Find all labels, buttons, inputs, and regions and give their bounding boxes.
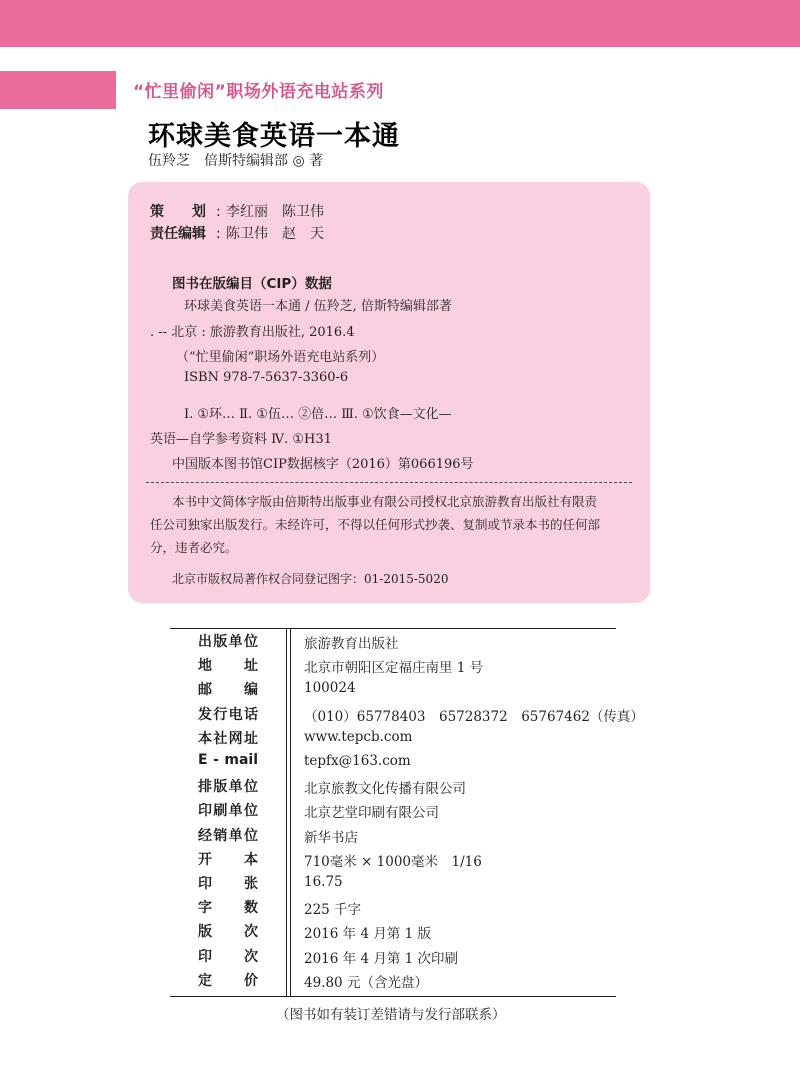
detail-label-char: 经	[198, 828, 212, 844]
planner-value: 李红丽 陈卫伟	[226, 204, 324, 220]
cip-info-box	[128, 182, 650, 603]
detail-label-char: 版	[213, 634, 228, 650]
editor-value: 陈卫伟 赵 天	[226, 226, 324, 242]
copyright-notice-line-2: 任公司独家出版发行。未经许可，不得以任何形式抄袭、复制或节录本书的任何部	[150, 517, 601, 532]
detail-label	[198, 655, 258, 675]
authors-line: 伍羚芝 倍斯特编辑部 ◎ 著	[148, 153, 324, 169]
cip-line-classification: Ⅰ. ①环… Ⅱ. ①伍… ②倍… Ⅲ. ①饮食—文化—	[184, 407, 452, 422]
detail-label	[198, 897, 258, 917]
detail-label-char: 话	[243, 707, 258, 723]
detail-label-char: 网	[228, 731, 243, 747]
detail-label	[198, 704, 258, 724]
detail-label	[198, 849, 258, 869]
detail-label-char: 价	[244, 973, 258, 989]
detail-value: 710毫米 × 1000毫米 1/16	[304, 854, 482, 870]
detail-label-char: 邮	[198, 682, 212, 698]
detail-label-char: mail	[224, 752, 258, 768]
copyright-registration: 北京市版权局著作权合同登记图字：01-2015-5020	[172, 572, 449, 586]
detail-label-char: 单	[228, 779, 243, 795]
detail-label-char: -	[213, 752, 219, 768]
planner-label: 策 划	[150, 204, 206, 220]
detail-label-char: 张	[244, 876, 258, 892]
detail-label-char: E	[198, 752, 208, 768]
detail-label-char: 印	[198, 876, 212, 892]
planner-colon: :	[216, 204, 221, 220]
detail-label-char: 印	[198, 949, 212, 965]
detail-value: 2016 年 4 月第 1 次印刷	[304, 951, 458, 967]
detail-value: 49.80 元（含光盘）	[304, 975, 428, 991]
detail-label-char: 位	[243, 634, 258, 650]
series-tab-decoration	[0, 71, 116, 109]
copyright-notice-line-1: 本书中文简体字版由倍斯特出版事业有限公司授权北京旅游教育出版社有限责	[172, 494, 598, 509]
detail-label-char: 位	[243, 803, 258, 819]
detail-label	[198, 946, 258, 966]
detail-label-char: 单	[228, 828, 243, 844]
cip-line-publisher: . -- 北京 : 旅游教育出版社, 2016.4	[150, 325, 355, 340]
detail-label	[198, 825, 258, 845]
editor-label: 责任编辑	[150, 226, 206, 242]
detail-label-char: 地	[198, 658, 212, 674]
detail-label-char: 电	[228, 707, 243, 723]
detail-label-char: 版	[213, 779, 228, 795]
detail-label-char: 行	[213, 707, 228, 723]
detail-value: 16.75	[304, 874, 343, 890]
detail-label-char: 版	[198, 924, 212, 940]
detail-label-char: 址	[244, 658, 258, 674]
detail-label-char: 开	[198, 852, 212, 868]
detail-label-char: 编	[244, 682, 258, 698]
detail-value: tepfx@163.com	[304, 753, 411, 769]
detail-label	[198, 679, 258, 699]
detail-label	[198, 970, 258, 990]
detail-value: 新华书店	[304, 830, 358, 846]
detail-label-char: 位	[243, 828, 258, 844]
table-divider-left	[286, 628, 287, 996]
detail-label-char: 社	[213, 731, 228, 747]
detail-value: （010）65778403 65728372 65767462（传真）	[304, 709, 644, 725]
detail-label-char: 次	[244, 949, 258, 965]
cip-line-series: （“忙里偷闲”职场外语充电站系列）	[176, 350, 385, 365]
detail-label-char: 印	[198, 803, 212, 819]
detail-label	[198, 921, 258, 941]
detail-label-char: 出	[198, 634, 212, 650]
cip-heading: 图书在版编目（CIP）数据	[172, 276, 332, 292]
footnote: （图书如有装订差错请与发行部联系）	[276, 1007, 506, 1023]
detail-value: www.tepcb.com	[304, 729, 413, 745]
detail-label-char: 字	[198, 900, 212, 916]
copyright-notice-line-3: 分，违者必究。	[150, 540, 238, 555]
series-name: “忙里偷闲”职场外语充电站系列	[133, 82, 384, 102]
top-banner	[0, 0, 800, 47]
detail-label-char: 数	[244, 900, 258, 916]
cip-line-title: 环球美食英语一本通 / 伍羚芝, 倍斯特编辑部著	[184, 299, 452, 314]
book-title: 环球美食英语一本通	[148, 121, 400, 152]
detail-value: 100024	[304, 680, 356, 696]
cip-line-record-number: 中国版本图书馆CIP数据核字（2016）第066196号	[172, 457, 474, 472]
detail-label-char: 单	[228, 634, 243, 650]
detail-value: 北京旅教文化传播有限公司	[304, 781, 466, 797]
detail-label-char: 发	[198, 707, 212, 723]
detail-label	[198, 776, 258, 796]
table-top-rule	[170, 628, 616, 629]
detail-label-char: 刷	[213, 803, 228, 819]
detail-label-char: 定	[198, 973, 212, 989]
cip-line-subject: 英语—自学参考资料 Ⅳ. ①H31	[150, 432, 332, 447]
editor-colon: :	[216, 226, 221, 242]
cip-line-isbn: ISBN 978-7-5637-3360-6	[184, 370, 349, 385]
detail-label	[198, 873, 258, 893]
detail-label-char: 址	[243, 731, 258, 747]
detail-label	[198, 728, 258, 748]
detail-label-char: 次	[244, 924, 258, 940]
detail-label	[198, 752, 258, 768]
detail-label-char: 排	[198, 779, 212, 795]
detail-label-char: 本	[198, 731, 212, 747]
table-bottom-rule	[170, 996, 616, 997]
detail-value: 225 千字	[304, 902, 362, 918]
detail-value: 2016 年 4 月第 1 版	[304, 926, 431, 942]
detail-label	[198, 800, 258, 820]
detail-label-char: 本	[244, 852, 258, 868]
detail-label-char: 销	[213, 828, 228, 844]
detail-value: 北京艺堂印刷有限公司	[304, 805, 439, 821]
dashed-divider	[146, 482, 632, 483]
detail-label	[198, 631, 258, 651]
table-divider-right	[290, 628, 291, 996]
detail-value: 旅游教育出版社	[304, 636, 399, 652]
detail-label-char: 位	[243, 779, 258, 795]
detail-value: 北京市朝阳区定福庄南里 1 号	[304, 660, 484, 676]
detail-label-char: 单	[228, 803, 243, 819]
